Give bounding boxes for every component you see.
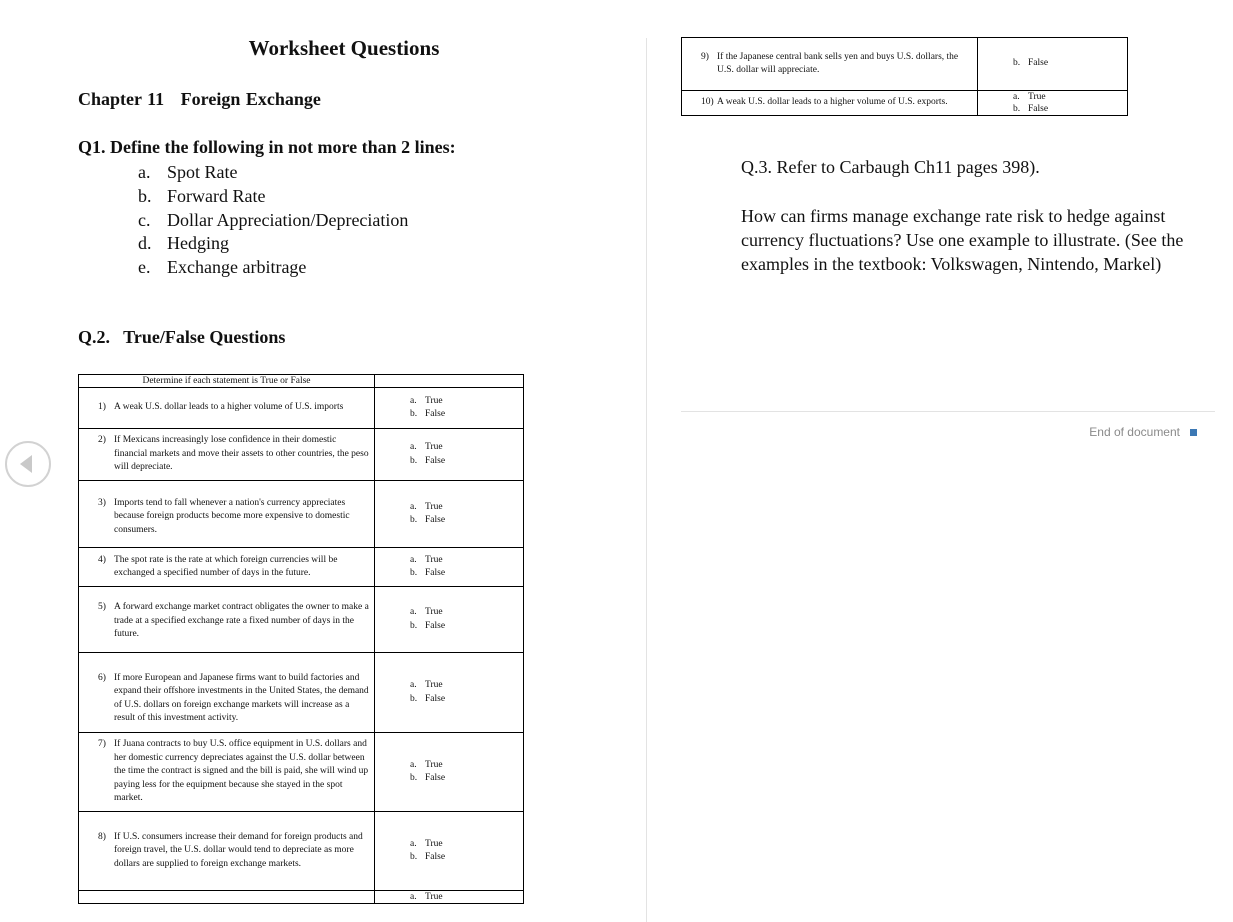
statement-text: If Juana contracts to buy U.S. office equipment in U.S. dollars and her domestic currency depreciates against the U.S. dollar between the time the contract is signed and the bill is paid, she will wind up paying less for the equipment because she stayed in the spot market.	[114, 739, 369, 804]
chapter-heading: Chapter 11 Foreign Exchange	[78, 89, 321, 109]
option-false: b. False	[410, 693, 446, 704]
statement-text: A weak U.S. dollar leads to a higher volume of U.S. exports.	[717, 97, 948, 108]
list-letter: c.	[138, 209, 151, 230]
list-item	[138, 185, 408, 209]
previous-page-button[interactable]	[5, 441, 51, 487]
statement-number: 4)	[98, 554, 106, 565]
option-false: b. False	[410, 568, 446, 578]
option-false: b. False	[1013, 58, 1049, 69]
statement-text: A forward exchange market contract obligates the owner to make a trade at a specified exchange rate a fixed number of days in the future.	[114, 602, 369, 640]
list-letter: a.	[138, 162, 151, 182]
option-false: b. False	[410, 515, 446, 525]
table-header-blank	[375, 375, 524, 388]
q3-reference: Q.3. Refer to Carbaugh Ch11 pages 398).	[741, 157, 1040, 177]
option-true: a. True	[410, 680, 443, 691]
list-letter: d.	[138, 233, 152, 254]
option-true: a. True	[410, 554, 443, 565]
q3-body: How can firms manage exchange rate risk to hedge against currency fluctuations? Use one example to illustrate. (See the examples in the textbook: Volkswagen, Nintendo, Markel)	[741, 206, 1184, 274]
table-row	[79, 548, 524, 587]
statement-number: 2)	[98, 435, 106, 446]
statement-number: 8)	[98, 831, 106, 842]
statement-number: 1)	[98, 402, 106, 413]
table-row	[79, 481, 524, 548]
list-item	[138, 256, 408, 280]
list-item	[138, 161, 408, 185]
table-row	[79, 429, 524, 481]
statement-number: 10)	[701, 97, 714, 108]
true-false-table	[78, 374, 524, 904]
statement-number: 3)	[98, 497, 106, 508]
statement-number: 9)	[701, 51, 709, 62]
statement-text: If more European and Japanese firms want to build factories and expand their offshore investments in the United States, the demand of U.S. dollars on foreign exchange markets will increase as a result of this investment activity.	[114, 672, 369, 723]
table-row	[79, 653, 524, 733]
q2-heading: Q.2. True/False Questions	[78, 327, 286, 347]
table-row	[79, 891, 524, 904]
option-true: a. True	[410, 607, 443, 618]
table-header-row	[79, 375, 524, 388]
end-of-document	[1089, 425, 1197, 439]
statement-text: A weak U.S. dollar leads to a higher volume of U.S. imports	[114, 402, 344, 413]
table-row	[79, 388, 524, 429]
option-true: a. True	[410, 891, 443, 902]
end-rule	[681, 411, 1215, 412]
list-text: Exchange arbitrage	[167, 257, 307, 278]
page-divider	[646, 38, 647, 922]
list-item	[138, 209, 408, 233]
statement-number: 5)	[98, 602, 106, 613]
table-row	[79, 733, 524, 812]
option-true: a. True	[410, 395, 443, 406]
statement-text: Imports tend to fall whenever a nation's currency appreciates because foreign products become more expensive to domestic consumers.	[114, 497, 350, 535]
chevron-left-icon	[20, 455, 32, 473]
true-false-table-continued	[681, 37, 1128, 116]
definition-list	[138, 161, 408, 280]
statement-text: If the Japanese central bank sells yen and buys U.S. dollars, the U.S. dollar will appreciate.	[717, 51, 959, 75]
list-text: Hedging	[167, 233, 229, 254]
option-true: a. True	[410, 501, 443, 512]
option-false: b. False	[410, 773, 446, 783]
page-right	[647, 0, 1233, 922]
list-text: Forward Rate	[167, 185, 266, 206]
option-false: b. False	[410, 409, 446, 419]
worksheet-title: Worksheet Questions	[248, 36, 440, 60]
option-true: a. True	[410, 838, 443, 849]
list-letter: e.	[138, 257, 151, 278]
option-true: a. True	[410, 759, 443, 770]
list-item	[138, 232, 408, 256]
table-row	[682, 91, 1128, 116]
list-text: Spot Rate	[167, 162, 238, 182]
option-false: b. False	[410, 852, 446, 862]
table-header: Determine if each statement is True or False	[79, 375, 375, 388]
option-true: a. True	[1013, 92, 1046, 102]
end-marker-icon	[1190, 429, 1197, 436]
statement-text: If U.S. consumers increase their demand for foreign products and foreign travel, the U.S. dollar would tend to depreciate as more dollars are supplied to foreign exchange markets.	[114, 831, 363, 869]
table-row	[79, 587, 524, 653]
statement-text: If Mexicans increasingly lose confidence in their domestic financial markets and move their assets to other countries, the peso will depreciate.	[114, 435, 369, 473]
statement-text: The spot rate is the rate at which foreign currencies will be exchanged a specified number of days in the future.	[114, 554, 338, 578]
option-false: b. False	[410, 455, 446, 466]
option-false: b. False	[1013, 104, 1049, 114]
list-letter: b.	[138, 185, 152, 206]
statement-number: 7)	[98, 739, 106, 750]
list-text: Dollar Appreciation/Depreciation	[167, 209, 409, 230]
option-true: a. True	[410, 442, 443, 453]
option-false: b. False	[410, 620, 446, 631]
table-row	[682, 38, 1128, 91]
statement-number: 6)	[98, 672, 106, 683]
table-row	[79, 812, 524, 891]
q1-heading: Q1. Define the following in not more than 2 lines:	[78, 137, 456, 157]
end-of-document-label: End of document	[1089, 425, 1180, 439]
